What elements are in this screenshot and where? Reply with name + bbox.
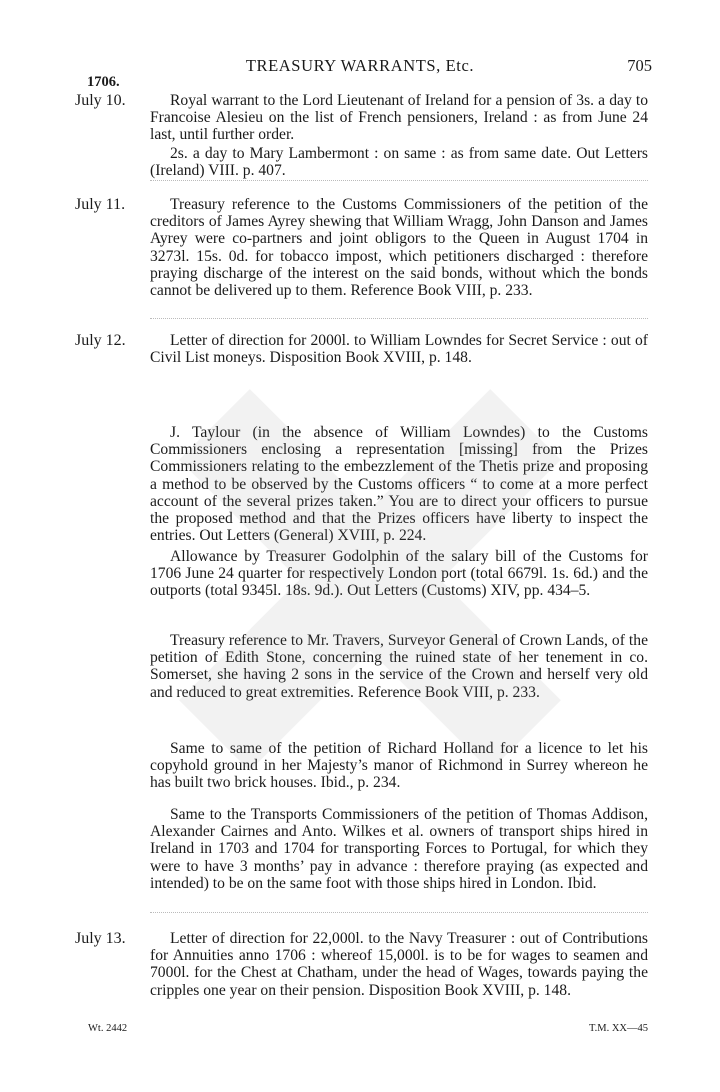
entry-paragraph: J. Taylour (in the absence of William Lowndes) to the Customs Commissioners enclosing a representation [missing] from the Prizes Commissioners relating to the embezzlement of the Thetis prize and proposing a method to be observed by the Customs officers “ to come at a more perfect account of the several prizes taken.” You are to direct your officers to pursue the proposed method and that the Prizes officers have liberty to inspect the entries. Out Letters (General) XVIII, p. 224. bbox=[150, 424, 648, 545]
entry-paragraph: Allowance by Treasurer Godolphin of the salary bill of the Customs for 1706 June 24 quarter for respectively London port (total 6679l. 1s. 6d.) and the outports (total 9345l. 18s. 9d.). Out Letters (Customs) XIV, pp. 434–5. bbox=[150, 548, 648, 600]
entry-date: July 10. bbox=[75, 92, 126, 109]
entry-date: July 11. bbox=[75, 196, 126, 213]
entry-date: July 13. bbox=[75, 930, 126, 947]
running-title: TREASURY WARRANTS, Etc. bbox=[245, 56, 475, 75]
entry-paragraph: Same to same of the petition of Richard Holland for a licence to let his copyhold ground in her Majesty’s manor of Richmond in Surrey whereon he has built two brick houses. Ibid., p. 234. bbox=[150, 740, 648, 792]
divider bbox=[150, 180, 648, 181]
year-heading: 1706. bbox=[87, 74, 120, 90]
page-number: 705 bbox=[627, 56, 652, 75]
entry-paragraph: Letter of direction for 22,000l. to the Navy Treasurer : out of Contributions for Annuities anno 1706 : whereof 15,000l. is to be for wages to seamen and 7000l. for the Chest at Chatham, under the head of Wages, towards paying the cripples one year on their pension. Disposition Book XVIII, p. 148. bbox=[150, 930, 648, 999]
entry-paragraph: Royal warrant to the Lord Lieutenant of Ireland for a pension of 3s. a day to Francoise Alesieu on the list of French pensioners, Ireland : as from June 24 last, until further order. bbox=[150, 92, 648, 144]
entry-paragraph: Treasury reference to Mr. Travers, Surveyor General of Crown Lands, of the petition of Edith Stone, concerning the ruined state of her tenement in co. Somerset, she having 2 sons in the service of the Crown and herself very old and reduced to great extremities. Reference Book VIII, p. 233. bbox=[150, 632, 648, 701]
footer-signature-mark: T.M. XX—45 bbox=[588, 1023, 648, 1034]
page-header bbox=[0, 56, 720, 76]
entry-paragraph: Same to the Transports Commissioners of the petition of Thomas Addison, Alexander Cairnes and Anto. Wilkes et al. owners of transport ships hired in Ireland in 1703 and 1704 for transporting Forces to Portugal, for which they were to have 3 months’ pay in advance : therefore praying (as expected and intended) to be on the same foot with those ships hired in London. Ibid. bbox=[150, 806, 648, 892]
entry-paragraph: Treasury reference to the Customs Commissioners of the petition of the creditors of James Ayrey shewing that William Wragg, John Danson and James Ayrey were co-partners and joint obligors to the Queen in August 1704 in 3273l. 15s. 0d. for tobacco impost, which petitioners discharged : therefore praying discharge of the interest on the said bonds, without which the bonds cannot be delivered up to them. Reference Book VIII, p. 233. bbox=[150, 196, 648, 300]
entry-paragraph: 2s. a day to Mary Lambermont : on same : as from same date. Out Letters (Ireland) VIII. p. 407. bbox=[150, 145, 648, 180]
footer-printer-mark: Wt. 2442 bbox=[88, 1023, 128, 1034]
divider bbox=[150, 912, 648, 913]
entry-date: July 12. bbox=[75, 332, 126, 349]
entry-paragraph: Letter of direction for 2000l. to William Lowndes for Secret Service : out of Civil List moneys. Disposition Book XVIII, p. 148. bbox=[150, 332, 648, 367]
divider bbox=[150, 318, 648, 319]
